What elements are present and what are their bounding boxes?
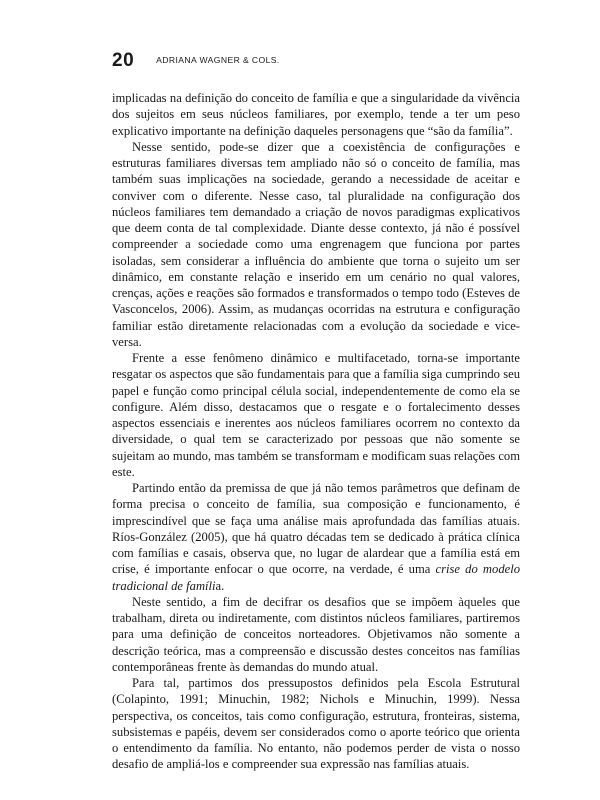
paragraph-dynamic-phenomenon: Frente a esse fenômeno dinâmico e multifacetado, torna-se importante resgatar os aspectos que são fundamentais para que a família siga cumprindo seu papel e função como principal célula social, independentemente de como ela se configure. Além disso, destacamos que o resgate e o fortalecimento desses aspectos essenciais e inerentes aos núcleos familiares ocorrem no contexto da diversidade, o qual tem se caracterizado por pessoas que não somente se sujeitam ao mundo, mas também se transformam e modificam suas relações com este. <box>112 351 520 479</box>
body-text <box>112 90 520 773</box>
paragraph-premise-end: a. <box>215 578 225 593</box>
page-number: 20 <box>112 50 135 71</box>
paragraph-premise-text: Partindo então da premissa de que já não temos parâmetros que definam de forma precisa o conceito de família, sua composição e funcionamento, é imprescindível que se faça uma análise mais aprofundada das famílias atuais. Ríos-González (2005), que há quatro décadas tem se dedicado à prática clínica com famílias e casais, observa que, no lugar de alardear que a família está em crise, é importante enfocar o que ocorre, na verdade, é uma <box>112 481 520 577</box>
running-head <box>112 50 280 74</box>
paragraph-premise <box>112 480 520 594</box>
paragraph-continued: implicadas na definição do conceito de família e que a singularidade da vivência dos sujeitos em seus núcleos familiares, por exemplo, tende a ter um peso explicativo importante na definição daqueles personagens que “são da família”. <box>112 91 520 138</box>
header-author: ADRIANA WAGNER & COLS. <box>156 55 280 65</box>
emphasis-crisis-model: crise do modelo tradicional de famíli <box>112 562 520 593</box>
paragraph-challenges: Neste sentido, a fim de decifrar os desafios que se impõem àqueles que trabalham, direta ou indiretamente, com distintos núcleos familiares, partiremos para uma definição de conceitos norteadores. Objetivamos não somente a descrição teórica, mas a compreensão e discussão destes conceitos nas famílias contemporâneas frente às demandas do mundo atual. <box>112 594 520 674</box>
paragraph-structural-school: Para tal, partimos dos pressupostos definidos pela Escola Estrutural (Colapinto, 1991; Minuchin, 1982; Nichols e Minuchin, 1999). Nessa perspectiva, os conceitos, tais como configuração, estrutura, fronteiras, sistema, subsistemas e papéis, devem ser considerados como o aporte teórico que orienta o entendimento da família. No entanto, não podemos perder de vista o nosso desafio de ampliá-los e compreender sua expressão nas famílias atuais. <box>112 676 520 772</box>
paragraph-coexistence: Nesse sentido, pode-se dizer que a coexistência de configurações e estruturas familiares diversas tem ampliado não só o conceito de família, mas também suas implicações na sociedade, gerando a necessidade de aceitar e conviver com o diferente. Nesse caso, tal pluralidade na configuração dos núcleos familiares tem demandado a criação de novos paradigmas explicativos que deem conta de tal complexidade. Diante desse contexto, já não é possível compreender a sociedade como uma engrenagem que funciona por partes isoladas, sem considerar a influência do ambiente que torna o sujeito um ser dinâmico, em constante relação e inserido em um cenário no qual valores, crenças, ações e reações são formados e transformados o tempo todo (Esteves de Vasconcelos, 2006). Assim, as mudanças ocorridas na estrutura e configuração familiar estão diretamente relacionadas com a evolução da sociedade e vice-versa. <box>112 139 520 349</box>
